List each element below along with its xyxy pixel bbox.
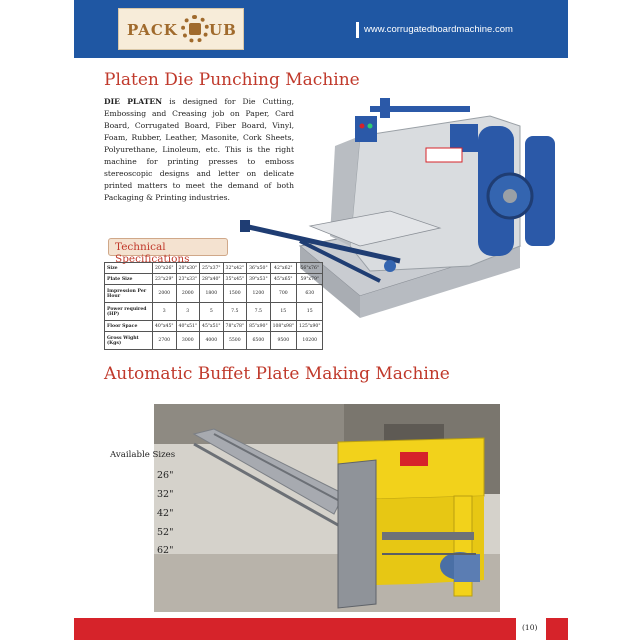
- table-cell: 5500: [223, 332, 247, 350]
- table-cell: 3: [153, 303, 177, 321]
- tech-spec-heading-text: Technical Specifications: [115, 241, 190, 265]
- box-icon: [189, 23, 201, 35]
- table-cell: 35"x45": [223, 274, 247, 285]
- size-item: 26": [157, 470, 174, 481]
- table-cell: 1200: [247, 285, 271, 303]
- table-cell: 15: [270, 303, 296, 321]
- table-cell: 45"x65": [270, 274, 296, 285]
- table-cell: 45"x51": [200, 321, 224, 332]
- description-body: is designed for Die Cutting, Embossing and Creasing job on Paper, Card Board, Corrugated Board, Fiber Board, Vinyl, Foam, Rubber, Leather, Masonite, Cork Sheets, Polyurethane, Linoleum, etc. This is the right machine for printing presses to emboss stereoscopic designs and letter on delicate printed matters to meet the demand of both Packaging & Printing industries.: [104, 97, 294, 202]
- table-cell: 3: [176, 303, 200, 321]
- table-cell: 125"x90": [297, 321, 323, 332]
- footer-bar: [74, 618, 568, 640]
- website-url[interactable]: www.corrugatedboardmachine.com: [364, 24, 513, 35]
- logo-text-left: PACK: [127, 21, 178, 39]
- buffet-plate-machine-image: [154, 404, 500, 612]
- table-row-label: Impression Per Hour: [105, 285, 153, 303]
- table-row-label: Gross Wight (Kgs): [105, 332, 153, 350]
- table-cell: 2000: [176, 285, 200, 303]
- table-row: [105, 274, 323, 285]
- table-cell: 7.5: [223, 303, 247, 321]
- table-cell: 23"x29": [153, 274, 177, 285]
- table-cell: 3000: [176, 332, 200, 350]
- table-cell: 59"x79": [297, 274, 323, 285]
- table-cell: 23"x33": [176, 274, 200, 285]
- table-row: [105, 321, 323, 332]
- header-bar: [74, 0, 568, 58]
- table-row: [105, 285, 323, 303]
- table-row: [105, 303, 323, 321]
- table-cell: 39"x53": [247, 274, 271, 285]
- size-item: 62": [157, 545, 174, 556]
- table-cell: 36"x50": [247, 263, 271, 274]
- table-row-label: Floor Space: [105, 321, 153, 332]
- table-cell: 28"x40": [200, 274, 224, 285]
- table-cell: 7.5: [247, 303, 271, 321]
- table-cell: 25"x37": [200, 263, 224, 274]
- section-title-buffet-plate: Automatic Buffet Plate Making Machine: [104, 364, 450, 384]
- table-cell: 2700: [153, 332, 177, 350]
- table-cell: 10200: [297, 332, 323, 350]
- tech-spec-table: [104, 262, 323, 350]
- table-cell: 5: [200, 303, 224, 321]
- size-item: 42": [157, 508, 174, 519]
- size-item: 32": [157, 489, 174, 500]
- table-cell: 32"x42": [223, 263, 247, 274]
- table-cell: 56"x76": [297, 263, 323, 274]
- table-row-label: Plate Size: [105, 274, 153, 285]
- size-item: 52": [157, 527, 174, 538]
- table-cell: 2000: [153, 285, 177, 303]
- table-cell: 700: [270, 285, 296, 303]
- tech-spec-heading: [108, 238, 228, 265]
- available-sizes-heading: Available Sizes: [110, 450, 176, 460]
- table-cell: 1500: [223, 285, 247, 303]
- table-cell: 15: [297, 303, 323, 321]
- page-number: (10): [522, 623, 538, 632]
- table-cell: 108"x98": [270, 321, 296, 332]
- table-cell: 20"x26": [153, 263, 177, 274]
- brochure-page: [74, 0, 568, 640]
- table-cell: 85"x90": [247, 321, 271, 332]
- table-row-label: Power required (HP): [105, 303, 153, 321]
- description-lead: DIE PLATEN: [104, 97, 163, 106]
- table-cell: 4000: [200, 332, 224, 350]
- brand-logo[interactable]: [118, 8, 244, 50]
- table-cell: 630: [297, 285, 323, 303]
- logo-text-right: UB: [209, 21, 237, 39]
- table-cell: 9500: [270, 332, 296, 350]
- table-cell: 1800: [200, 285, 224, 303]
- section-title-platen: Platen Die Punching Machine: [104, 70, 360, 90]
- url-divider: [356, 22, 359, 38]
- table-cell: 78"x78": [223, 321, 247, 332]
- table-cell: 6500: [247, 332, 271, 350]
- table-cell: 20"x30": [176, 263, 200, 274]
- table-row-label: Size: [105, 263, 153, 274]
- table-row: [105, 263, 323, 274]
- table-cell: 40"x45": [153, 321, 177, 332]
- table-cell: 42"x62": [270, 263, 296, 274]
- table-cell: 40"x51": [176, 321, 200, 332]
- table-row: [105, 332, 323, 350]
